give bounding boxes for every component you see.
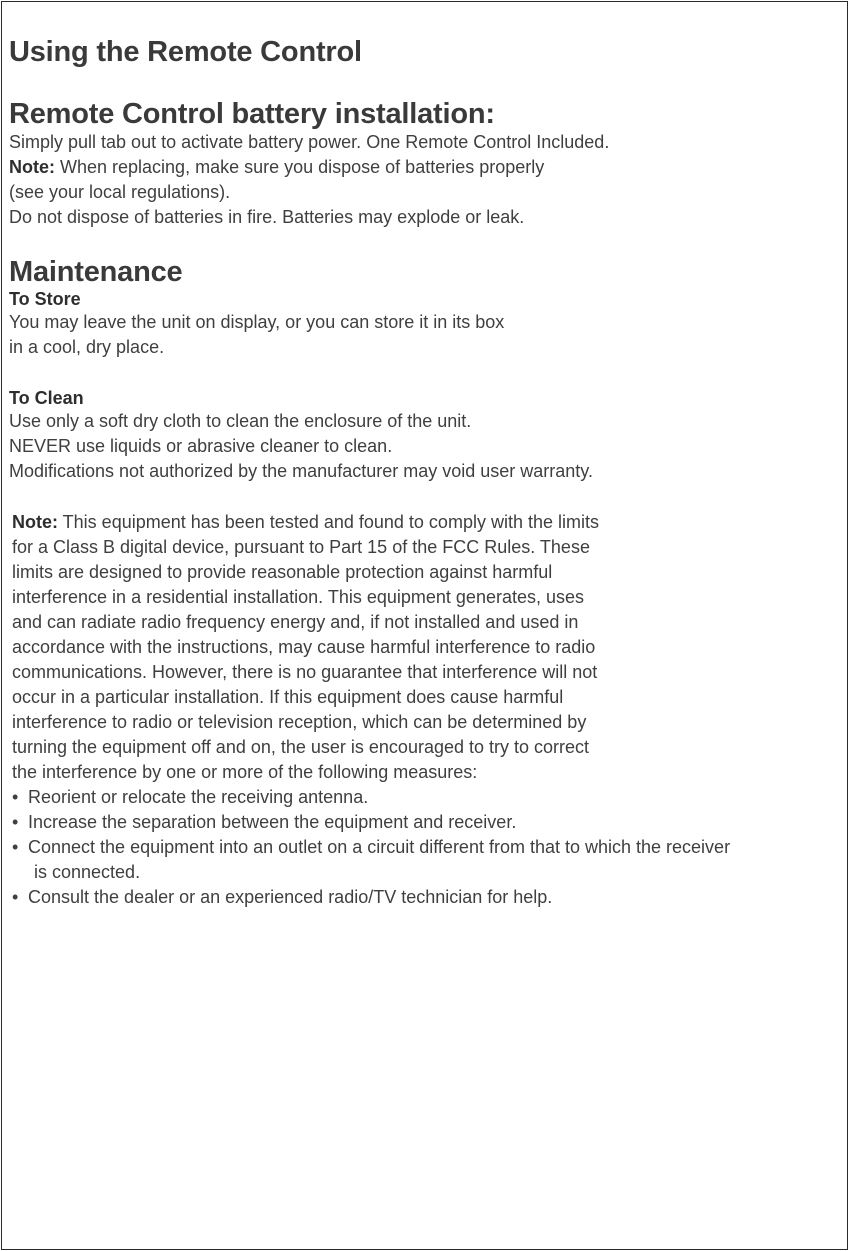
fcc-line-8: interference to radio or television reception, which can be determined by	[12, 712, 587, 732]
fcc-note-label: Note:	[12, 512, 58, 532]
store-heading: To Store	[9, 289, 81, 309]
battery-note-text: When replacing, make sure you dispose of batteries properly	[55, 157, 545, 177]
battery-fire-warning: Do not dispose of batteries in fire. Batteries may explode or leak.	[9, 207, 525, 227]
page-title: Using the Remote Control	[9, 36, 362, 68]
fcc-line-text-0: This equipment has been tested and found to comply with the limits	[58, 512, 599, 532]
store-line-1: You may leave the unit on display, or you can store it in its box	[9, 312, 505, 332]
bullet-icon: •	[12, 887, 19, 907]
fcc-measure-item	[12, 835, 839, 860]
fcc-measure-text: Reorient or relocate the receiving antenna.	[28, 787, 369, 807]
fcc-line-5: accordance with the instructions, may cause harmful interference to radio	[12, 637, 596, 657]
fcc-line-7: occur in a particular installation. If this equipment does cause harmful	[12, 687, 564, 707]
clean-line-1: Use only a soft dry cloth to clean the enclosure of the unit.	[9, 411, 472, 431]
fcc-measure-item	[12, 810, 839, 835]
fcc-line-6: communications. However, there is no guarantee that interference will not	[12, 662, 598, 682]
fcc-line-3: interference in a residential installation. This equipment generates, uses	[12, 587, 585, 607]
battery-note-line-2: (see your local regulations).	[9, 182, 231, 202]
clean-line-3: Modifications not authorized by the manufacturer may void user warranty.	[9, 461, 593, 481]
fcc-line-9: turning the equipment off and on, the user is encouraged to try to correct	[12, 737, 590, 757]
fcc-line-4: and can radiate radio frequency energy and, if not installed and used in	[12, 612, 579, 632]
fcc-measure-continuation	[12, 860, 839, 885]
fcc-measure-text: Consult the dealer or an experienced radio/TV technician for help.	[28, 887, 553, 907]
battery-line-1: Simply pull tab out to activate battery power. One Remote Control Included.	[9, 132, 610, 152]
bullet-icon: •	[12, 837, 19, 857]
clean-heading: To Clean	[9, 388, 84, 408]
fcc-line-2: limits are designed to provide reasonable protection against harmful	[12, 562, 553, 582]
fcc-line-10: the interference by one or more of the following measures:	[12, 762, 478, 782]
fcc-notice	[12, 510, 839, 910]
fcc-measure-text: Connect the equipment into an outlet on a circuit different from that to which the receiver	[28, 837, 731, 857]
fcc-measure-item	[12, 785, 839, 810]
bullet-icon: •	[12, 787, 19, 807]
clean-line-2: NEVER use liquids or abrasive cleaner to clean.	[9, 436, 393, 456]
fcc-line-1: for a Class B digital device, pursuant to Part 15 of the FCC Rules. These	[12, 537, 590, 557]
store-line-2: in a cool, dry place.	[9, 337, 165, 357]
fcc-measure-item	[12, 885, 839, 910]
battery-note-label: Note:	[9, 157, 55, 177]
fcc-measure-text: is connected.	[34, 862, 141, 882]
bullet-icon: •	[12, 812, 19, 832]
battery-heading: Remote Control battery installation:	[9, 98, 495, 130]
fcc-line-0	[12, 510, 839, 535]
maintenance-heading: Maintenance	[9, 256, 183, 288]
fcc-measure-text: Increase the separation between the equipment and receiver.	[28, 812, 517, 832]
battery-note	[9, 155, 839, 180]
document-content	[9, 34, 839, 910]
fcc-measures-list	[12, 785, 839, 910]
